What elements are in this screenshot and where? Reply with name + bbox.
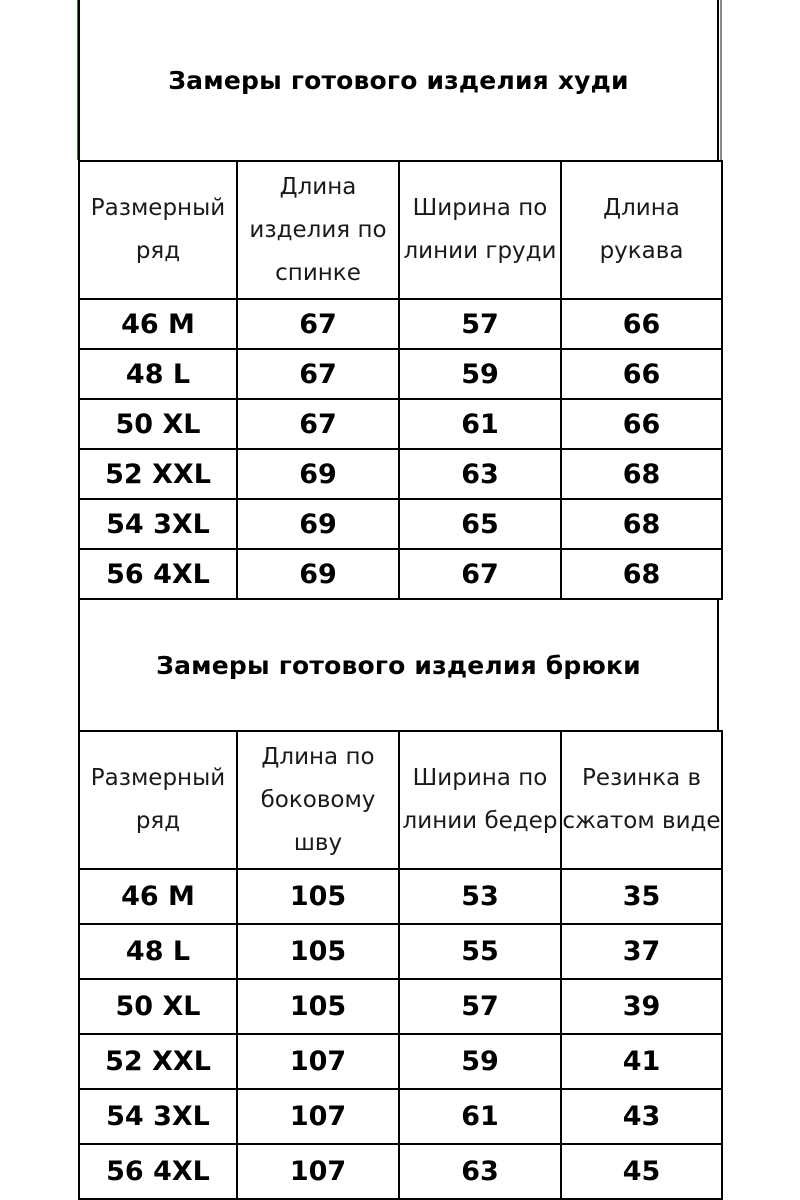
header-hip-width: Ширина по линии бедер — [399, 731, 561, 869]
size-cell: 52 XXL — [79, 449, 237, 499]
table-row — [79, 924, 722, 979]
table-row — [79, 499, 722, 549]
size-cell: 50 XL — [79, 979, 237, 1034]
value-cell: 63 — [399, 1144, 561, 1199]
value-cell: 107 — [237, 1034, 399, 1089]
hoodie-header-row — [79, 161, 722, 299]
table-row — [79, 349, 722, 399]
size-cell: 54 3XL — [79, 1089, 237, 1144]
value-cell: 37 — [561, 924, 722, 979]
value-cell: 35 — [561, 869, 722, 924]
value-cell: 67 — [237, 349, 399, 399]
header-chest-width: Ширина по линии груди — [399, 161, 561, 299]
size-cell: 52 XXL — [79, 1034, 237, 1089]
size-cell: 56 4XL — [79, 1144, 237, 1199]
value-cell: 107 — [237, 1144, 399, 1199]
pants-title-text: Замеры готового изделия брюки — [156, 650, 641, 680]
value-cell: 57 — [399, 299, 561, 349]
size-cell: 50 XL — [79, 399, 237, 449]
value-cell: 59 — [399, 349, 561, 399]
table-row — [79, 1034, 722, 1089]
value-cell: 55 — [399, 924, 561, 979]
size-cell: 46 M — [79, 869, 237, 924]
value-cell: 57 — [399, 979, 561, 1034]
value-cell: 63 — [399, 449, 561, 499]
value-cell: 68 — [561, 549, 722, 599]
value-cell: 69 — [237, 549, 399, 599]
value-cell: 61 — [399, 399, 561, 449]
size-cell: 48 L — [79, 924, 237, 979]
value-cell: 43 — [561, 1089, 722, 1144]
value-cell: 65 — [399, 499, 561, 549]
cell-edge-marker — [720, 0, 722, 160]
value-cell: 67 — [237, 299, 399, 349]
value-cell: 105 — [237, 869, 399, 924]
table-row — [79, 549, 722, 599]
value-cell: 68 — [561, 499, 722, 549]
table-row — [79, 299, 722, 349]
value-cell: 66 — [561, 349, 722, 399]
value-cell: 105 — [237, 924, 399, 979]
table-row — [79, 979, 722, 1034]
table-row — [79, 1089, 722, 1144]
value-cell: 68 — [561, 449, 722, 499]
header-size-range: Размерный ряд — [79, 731, 237, 869]
table-row — [79, 869, 722, 924]
value-cell: 67 — [237, 399, 399, 449]
value-cell: 67 — [399, 549, 561, 599]
value-cell: 66 — [561, 399, 722, 449]
value-cell: 41 — [561, 1034, 722, 1089]
header-side-seam-length: Длина по боковому шву — [237, 731, 399, 869]
value-cell: 61 — [399, 1089, 561, 1144]
table-row — [79, 1144, 722, 1199]
size-cell: 48 L — [79, 349, 237, 399]
size-cell: 54 3XL — [79, 499, 237, 549]
table-row — [79, 399, 722, 449]
value-cell: 53 — [399, 869, 561, 924]
hoodie-table — [78, 160, 723, 600]
value-cell: 45 — [561, 1144, 722, 1199]
table-row — [79, 449, 722, 499]
header-back-length: Длина изделия по спинке — [237, 161, 399, 299]
value-cell: 107 — [237, 1089, 399, 1144]
value-cell: 59 — [399, 1034, 561, 1089]
pants-table — [78, 730, 723, 1200]
pants-title — [78, 598, 719, 732]
size-cell: 46 M — [79, 299, 237, 349]
value-cell: 69 — [237, 449, 399, 499]
header-sleeve-length: Длина рукава — [561, 161, 722, 299]
value-cell: 39 — [561, 979, 722, 1034]
size-cell: 56 4XL — [79, 549, 237, 599]
header-waistband-compressed: Резинка в сжатом виде — [561, 731, 722, 869]
pants-header-row — [79, 731, 722, 869]
hoodie-title-text: Замеры готового изделия худи — [168, 65, 629, 95]
value-cell: 66 — [561, 299, 722, 349]
hoodie-title — [78, 0, 719, 162]
value-cell: 105 — [237, 979, 399, 1034]
header-size-range: Размерный ряд — [79, 161, 237, 299]
value-cell: 69 — [237, 499, 399, 549]
